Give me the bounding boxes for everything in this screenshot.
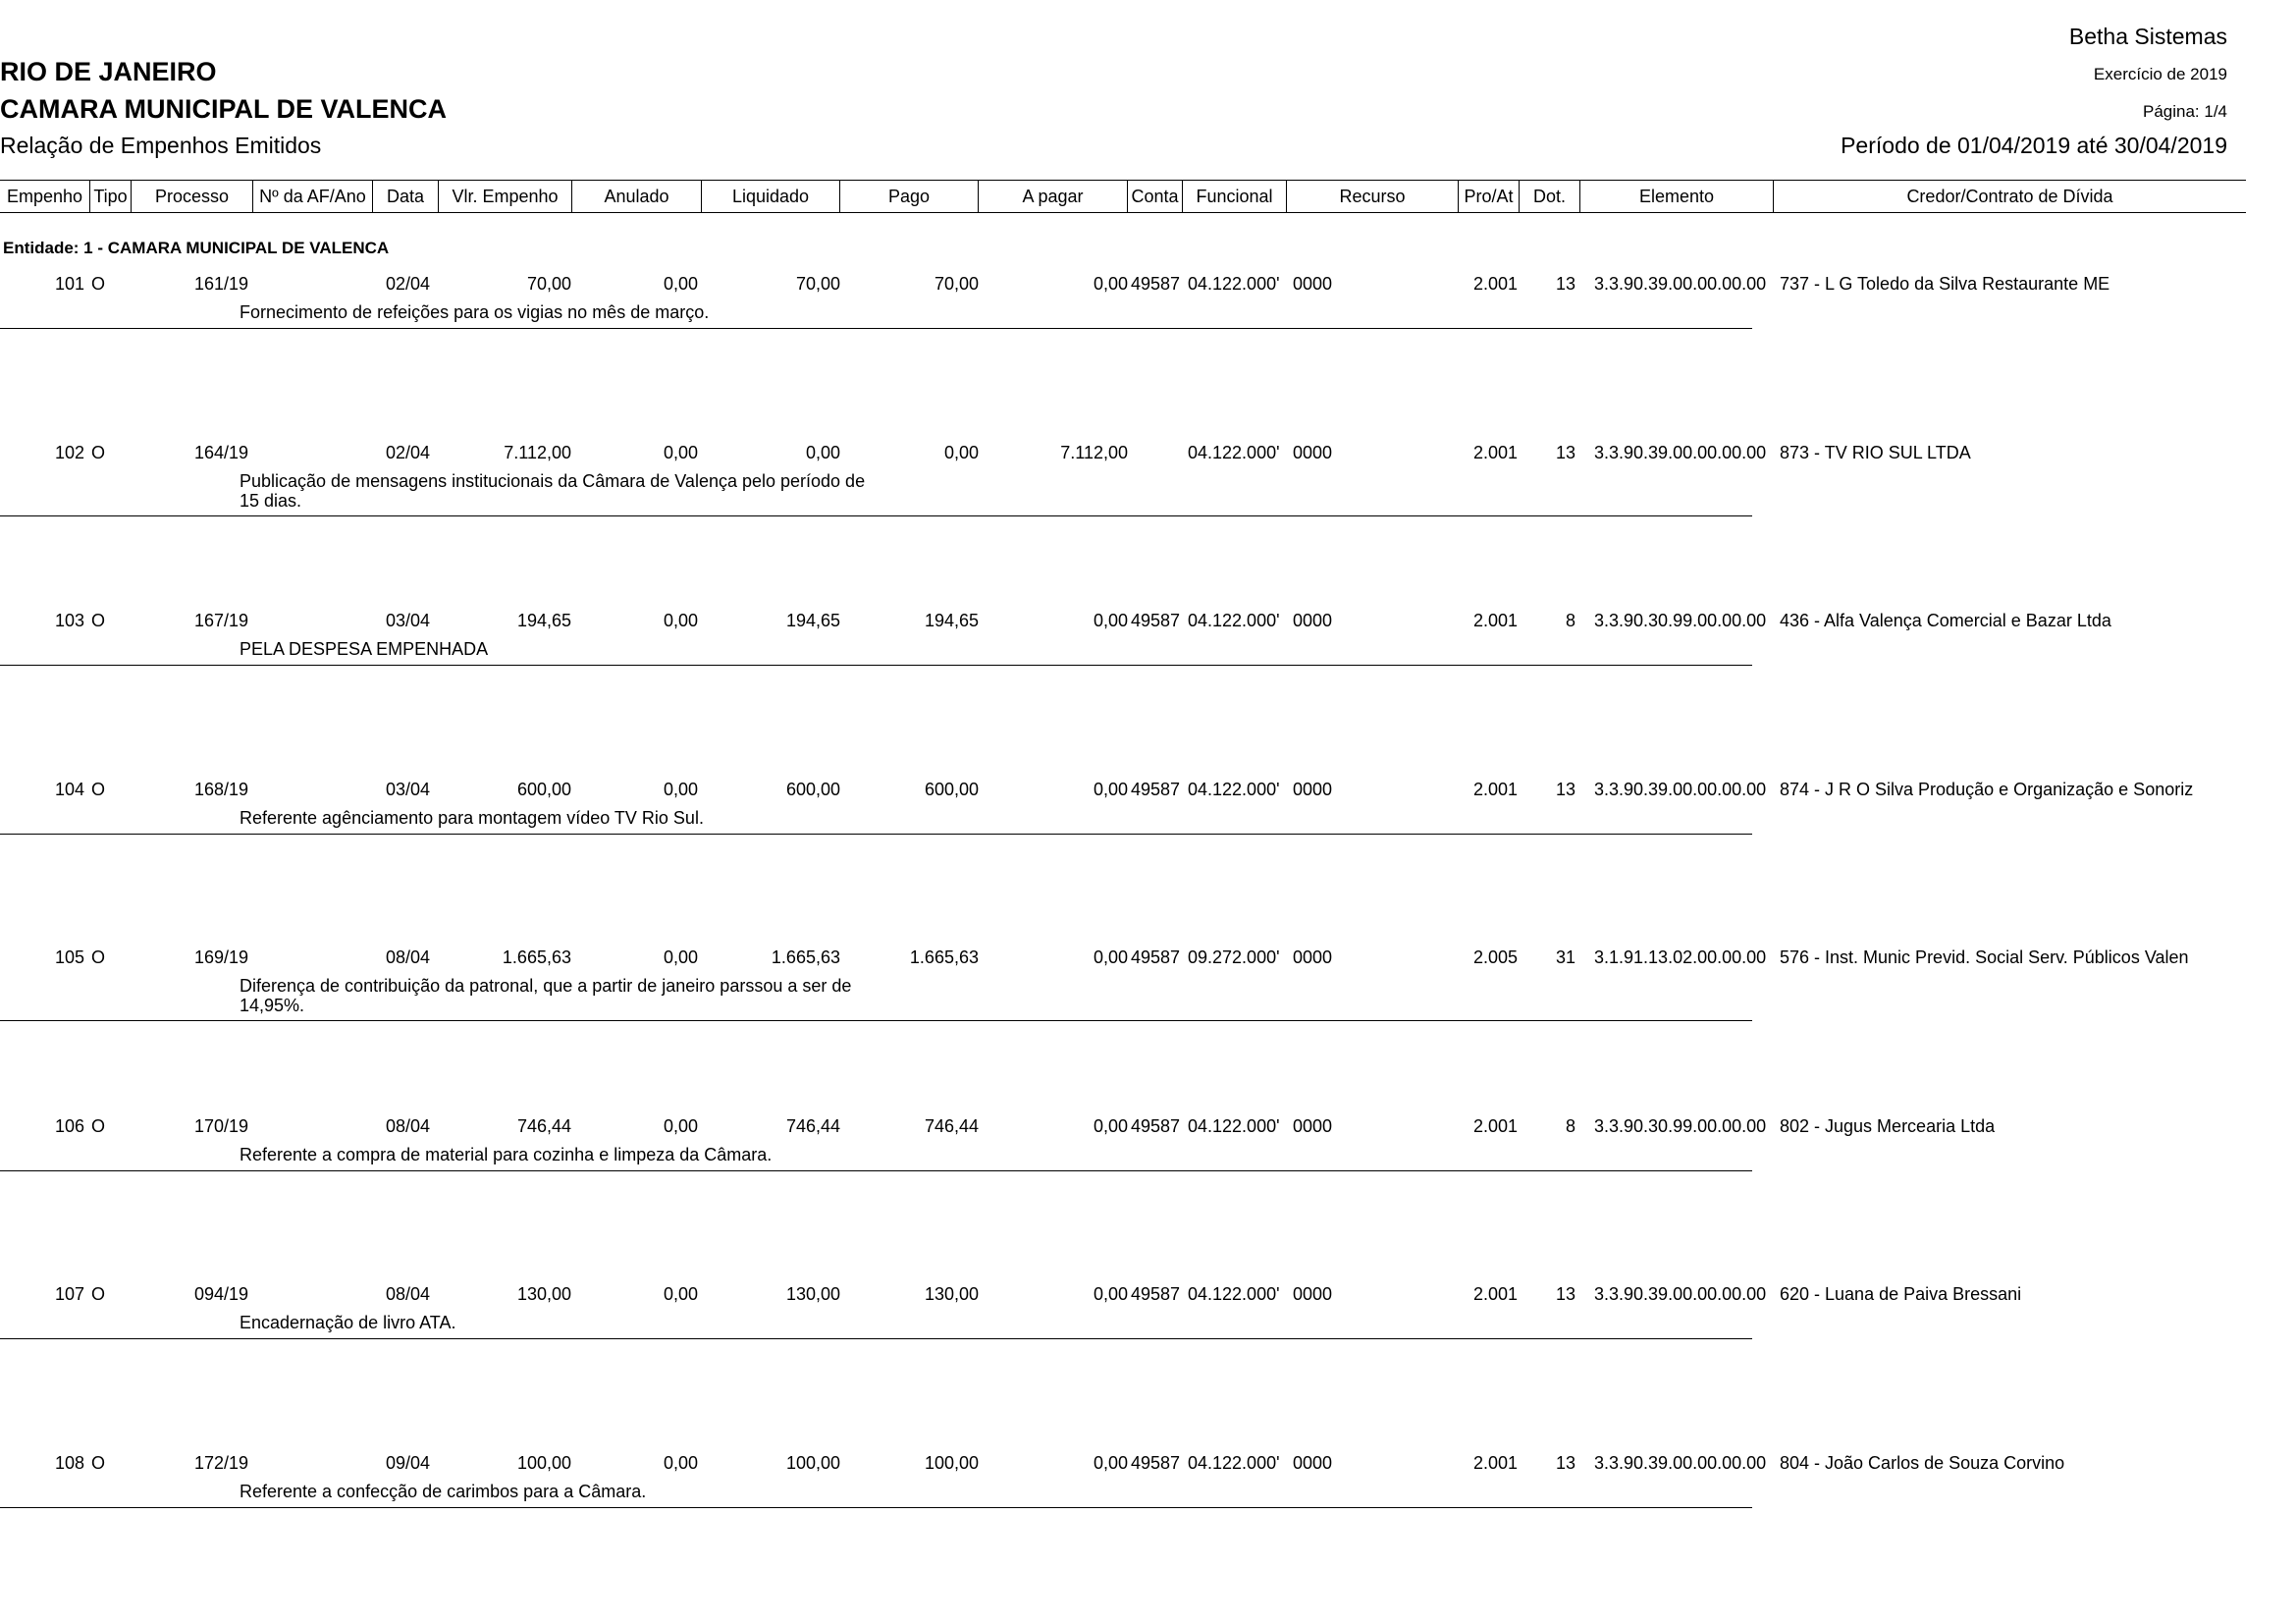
a-pagar: 0,00 (1093, 274, 1128, 294)
processo: 167/19 (194, 611, 249, 630)
pro-at: 2.001 (1472, 443, 1518, 462)
col-funcional: Funcional (1183, 181, 1287, 212)
col-credor: Credor/Contrato de Dívida (1906, 187, 2113, 206)
recurso: 0000 (1293, 1116, 1333, 1136)
recurso: 0000 (1293, 443, 1333, 462)
anulado: 0,00 (663, 1453, 698, 1473)
funcional: 04.122.000' (1188, 443, 1280, 462)
funcional: 04.122.000' (1188, 1116, 1280, 1136)
col-conta: Conta (1128, 181, 1183, 212)
empenho-description: Diferença de contribuição da patronal, que a partir de janeiro parssou a ser de 14,95%. (240, 976, 852, 1015)
empenho-description: PELA DESPESA EMPENHADA (240, 639, 489, 659)
pago: 194,65 (924, 611, 979, 630)
a-pagar: 0,00 (1093, 780, 1128, 799)
col-dot: Dot. (1520, 181, 1580, 212)
entity-label: Entidade: 1 - CAMARA MUNICIPAL DE VALENCA (3, 239, 390, 257)
empenho-number: 103 (54, 611, 84, 630)
empenho-tipo: O (91, 1453, 106, 1473)
credor: 737 - L G Toledo da Silva Restaurante ME (1780, 274, 2110, 294)
dot: 13 (1555, 274, 1575, 294)
col-tipo: Tipo (90, 181, 132, 212)
empenho-number: 104 (54, 780, 84, 799)
pro-at: 2.005 (1472, 947, 1518, 967)
data: 02/04 (386, 274, 431, 294)
col-processo: Processo (132, 181, 253, 212)
empenho-description: Fornecimento de refeições para os vigias no mês de março. (240, 302, 710, 322)
col-anulado: Anulado (572, 181, 702, 212)
elemento: 3.3.90.30.99.00.00.00 (1594, 611, 1767, 630)
processo: 164/19 (194, 443, 249, 462)
empenho-tipo: O (91, 947, 106, 967)
a-pagar: 0,00 (1093, 1116, 1128, 1136)
pro-at: 2.001 (1472, 611, 1518, 630)
conta: 49587 (1131, 1284, 1181, 1304)
page-number: Página: 1/4 (2142, 102, 2227, 121)
col-empenho: Empenho (0, 181, 90, 212)
a-pagar: 0,00 (1093, 1453, 1128, 1473)
empenho-number: 102 (54, 443, 84, 462)
col-data: Data (373, 181, 439, 212)
credor: 802 - Jugus Mercearia Ltda (1780, 1116, 1996, 1136)
conta: 49587 (1131, 274, 1181, 294)
credor: 576 - Inst. Munic Previd. Social Serv. Públicos Valen (1780, 947, 2189, 967)
pro-at: 2.001 (1472, 1453, 1518, 1473)
col-af-ano: Nº da AF/Ano (253, 181, 373, 212)
recurso: 0000 (1293, 780, 1333, 799)
credor: 436 - Alfa Valença Comercial e Bazar Ltda (1780, 611, 2111, 630)
pro-at: 2.001 (1472, 1116, 1518, 1136)
credor: 874 - J R O Silva Produção e Organização e Sonoriz (1780, 780, 2194, 799)
pro-at: 2.001 (1472, 780, 1518, 799)
anulado: 0,00 (663, 1284, 698, 1304)
anulado: 0,00 (663, 274, 698, 294)
anulado: 0,00 (663, 947, 698, 967)
recurso: 0000 (1293, 1453, 1333, 1473)
pago: 0,00 (943, 443, 979, 462)
empenho-tipo: O (91, 780, 106, 799)
data: 08/04 (386, 1284, 431, 1304)
recurso: 0000 (1293, 611, 1333, 630)
vlr-empenho: 1.665,63 (502, 947, 571, 967)
vlr-empenho: 100,00 (516, 1453, 571, 1473)
pago: 70,00 (934, 274, 979, 294)
empenho-number: 108 (54, 1453, 84, 1473)
dot: 13 (1555, 443, 1575, 462)
empenho-number: 105 (54, 947, 84, 967)
col-elemento: Elemento (1580, 181, 1774, 212)
empenho-tipo: O (91, 1284, 106, 1304)
a-pagar: 0,00 (1093, 947, 1128, 967)
empenho-number: 106 (54, 1116, 84, 1136)
anulado: 0,00 (663, 611, 698, 630)
record-separator (0, 834, 1752, 835)
recurso: 0000 (1293, 947, 1333, 967)
record-separator (0, 1020, 1752, 1021)
liquidado: 1.665,63 (771, 947, 840, 967)
processo: 161/19 (194, 274, 249, 294)
dot: 8 (1565, 1116, 1575, 1136)
pro-at: 2.001 (1472, 274, 1518, 294)
exercise-year: Exercício de 2019 (2093, 65, 2227, 83)
anulado: 0,00 (663, 780, 698, 799)
anulado: 0,00 (663, 443, 698, 462)
processo: 169/19 (194, 947, 249, 967)
record-separator (0, 1338, 1752, 1339)
data: 08/04 (386, 1116, 431, 1136)
record-separator (0, 328, 1752, 329)
elemento: 3.3.90.39.00.00.00.00 (1594, 443, 1767, 462)
conta: 49587 (1131, 611, 1181, 630)
dot: 13 (1555, 1284, 1575, 1304)
record-separator (0, 1507, 1752, 1508)
pago: 746,44 (924, 1116, 979, 1136)
data: 03/04 (386, 780, 431, 799)
liquidado: 70,00 (795, 274, 840, 294)
processo: 094/19 (194, 1284, 249, 1304)
col-pago: Pago (840, 181, 979, 212)
data: 02/04 (386, 443, 431, 462)
dot: 13 (1555, 1453, 1575, 1473)
record-separator (0, 515, 1752, 516)
liquidado: 746,44 (785, 1116, 840, 1136)
elemento: 3.3.90.39.00.00.00.00 (1594, 1284, 1767, 1304)
processo: 168/19 (194, 780, 249, 799)
funcional: 04.122.000' (1188, 1284, 1280, 1304)
a-pagar: 7.112,00 (1060, 443, 1128, 462)
dot: 8 (1565, 611, 1575, 630)
a-pagar: 0,00 (1093, 1284, 1128, 1304)
dot: 13 (1555, 780, 1575, 799)
pro-at: 2.001 (1472, 1284, 1518, 1304)
vlr-empenho: 130,00 (516, 1284, 571, 1304)
vlr-empenho: 746,44 (516, 1116, 571, 1136)
empenho-number: 107 (54, 1284, 84, 1304)
data: 03/04 (386, 611, 431, 630)
recurso: 0000 (1293, 274, 1333, 294)
record-separator (0, 665, 1752, 666)
elemento: 3.3.90.39.00.00.00.00 (1594, 780, 1767, 799)
conta: 49587 (1131, 1116, 1181, 1136)
conta: 49587 (1131, 947, 1181, 967)
pago: 130,00 (924, 1284, 979, 1304)
liquidado: 194,65 (785, 611, 840, 630)
recurso: 0000 (1293, 1284, 1333, 1304)
empenho-number: 101 (54, 274, 84, 294)
anulado: 0,00 (663, 1116, 698, 1136)
pago: 600,00 (924, 780, 979, 799)
col-a-pagar: A pagar (979, 181, 1128, 212)
conta: 49587 (1131, 780, 1181, 799)
col-vlr-empenho: Vlr. Empenho (439, 181, 572, 212)
empenho-tipo: O (91, 1116, 106, 1136)
pago: 1.665,63 (909, 947, 979, 967)
data: 08/04 (386, 947, 431, 967)
liquidado: 0,00 (805, 443, 840, 462)
empenho-description: Referente a compra de material para cozinha e limpeza da Câmara. (240, 1145, 773, 1164)
col-pro-at: Pro/At (1459, 181, 1520, 212)
empenho-tipo: O (91, 611, 106, 630)
elemento: 3.1.91.13.02.00.00.00 (1594, 947, 1767, 967)
conta: 49587 (1131, 1453, 1181, 1473)
company-name: Betha Sistemas (2068, 24, 2227, 49)
empenho-description: Referente agênciamento para montagem vídeo TV Rio Sul. (240, 808, 704, 828)
empenho-description: Encadernação de livro ATA. (240, 1313, 456, 1332)
report-period: Período de 01/04/2019 até 30/04/2019 (1841, 133, 2227, 158)
liquidado: 100,00 (785, 1453, 840, 1473)
data: 09/04 (386, 1453, 431, 1473)
empenho-tipo: O (91, 274, 106, 294)
liquidado: 600,00 (785, 780, 840, 799)
vlr-empenho: 600,00 (516, 780, 571, 799)
empenho-tipo: O (91, 443, 106, 462)
record-separator (0, 1170, 1752, 1171)
credor: 620 - Luana de Paiva Bressani (1780, 1284, 2022, 1304)
processo: 170/19 (194, 1116, 249, 1136)
col-recurso: Recurso (1287, 181, 1459, 212)
vlr-empenho: 70,00 (526, 274, 571, 294)
credor: 873 - TV RIO SUL LTDA (1780, 443, 1971, 462)
funcional: 04.122.000' (1188, 274, 1280, 294)
funcional: 04.122.000' (1188, 611, 1280, 630)
col-liquidado: Liquidado (702, 181, 840, 212)
elemento: 3.3.90.39.00.00.00.00 (1594, 274, 1767, 294)
liquidado: 130,00 (785, 1284, 840, 1304)
column-header-row (0, 180, 2246, 213)
empenho-description: Referente a confecção de carimbos para a Câmara. (240, 1482, 647, 1501)
report-title: Relação de Empenhos Emitidos (0, 133, 322, 158)
processo: 172/19 (194, 1453, 249, 1473)
vlr-empenho: 7.112,00 (504, 443, 571, 462)
vlr-empenho: 194,65 (516, 611, 571, 630)
funcional: 04.122.000' (1188, 780, 1280, 799)
empenho-description: Publicação de mensagens institucionais da Câmara de Valença pelo período de 15 dias. (240, 471, 866, 511)
report-organ: CAMARA MUNICIPAL DE VALENCA (0, 94, 447, 124)
elemento: 3.3.90.39.00.00.00.00 (1594, 1453, 1767, 1473)
funcional: 09.272.000' (1188, 947, 1280, 967)
credor: 804 - João Carlos de Souza Corvino (1780, 1453, 2065, 1473)
a-pagar: 0,00 (1093, 611, 1128, 630)
report-state: RIO DE JANEIRO (0, 57, 217, 86)
pago: 100,00 (924, 1453, 979, 1473)
elemento: 3.3.90.30.99.00.00.00 (1594, 1116, 1767, 1136)
dot: 31 (1555, 947, 1575, 967)
funcional: 04.122.000' (1188, 1453, 1280, 1473)
